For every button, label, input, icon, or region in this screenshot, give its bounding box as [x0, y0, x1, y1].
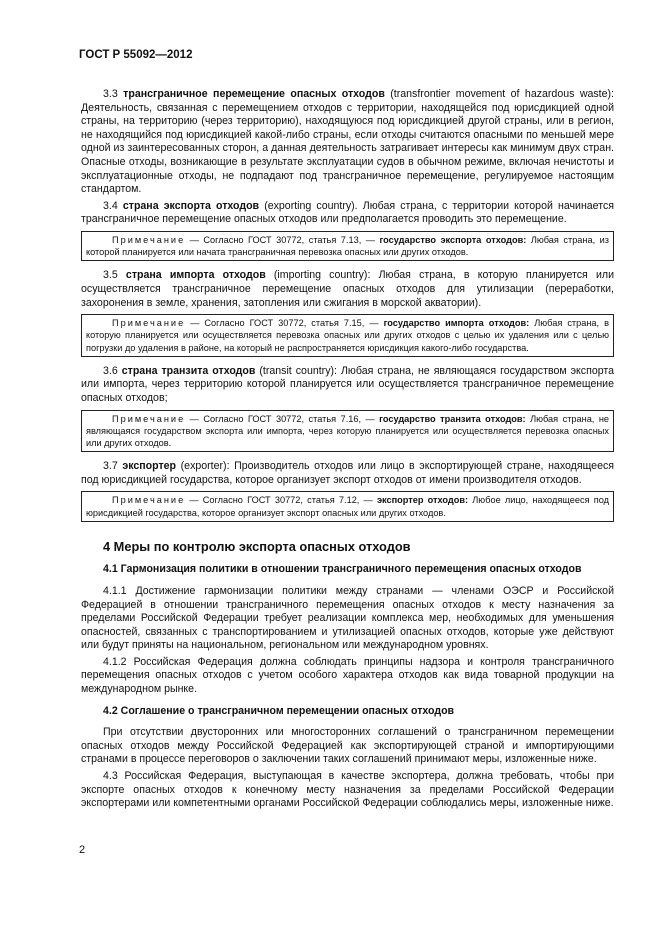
note-box-3-6: [81, 410, 614, 453]
definition-text: (exporter): Производитель отходов или лицо в экспортирующей стране, находящееся под юрисдикцией государства, которое организует экспорт отходов от имени производителя отходов.: [81, 460, 614, 486]
paragraph-4-1-1: 4.1.1 Достижение гармонизации политики между странами — членами ОЭСР и Российской Федерацией в отношении трансграничного перемещения опасных отходов к месту назначения за пределами Российской Федерации требует реализации комплекса мер, необходимых для уменьшения опасностей, связанных с транспортированием и утилизацией опасных отходов, которые уже действуют или будут приняты на национальном, региональном или международном уровнях.: [81, 584, 614, 652]
note-term: государство импорта отходов:: [383, 318, 530, 329]
note-text: Любая страна, не являющаяся государством экспорта или импорта, через которую планируется или осуществляется перевозка опасных или других отходов.: [86, 413, 610, 448]
note-label: Примечание: [112, 413, 186, 424]
clause-number: 3.4: [103, 199, 118, 212]
definition-text: (importing country): Любая страна, в которую планируется или осуществляется трансграничное перемещение опасных отходов для утилизации (переработки, захоронения в земле, хранения, затопления или сжигания в морской акватории).: [81, 269, 614, 309]
note-reference: — Согласно ГОСТ 30772, статья 7.12, —: [185, 495, 377, 506]
definition-3-6: [81, 365, 614, 406]
note-term: государство транзита отходов:: [379, 413, 526, 424]
clause-number: 3.7: [103, 460, 118, 473]
defined-term: страна транзита отходов: [121, 364, 256, 377]
subsection-4-2-heading: 4.2 Соглашение о трансграничном перемещении опасных отходов: [103, 704, 455, 717]
definition-text: (transfrontier movement of hazardous waste): Деятельность, связанная с перемещением отходов с территории, находящейся под юрисдикцией одной страны, на территорию (через территорию), находящуюся под юрисдикцией другой страны, или в регион, не находящийся под юрисдикцией какой-либо страны, если отходы считаются опасными по меньшей мере одной из заинтересованных сторон, а данная деятельность затрагивает интересы как минимум двух стран. Опасные отходы, возникающие в результате эксплуатации судов в обычном режиме, включая нечистоты и эксплуатационные отходы, не подпадают под трансграничное перемещение, регулируемое настоящим стандартом.: [81, 88, 614, 196]
note-text: Любая страна, из которой планируется или начата трансграничная перевозка опасных или других отходов.: [86, 234, 610, 258]
definition-3-3: [81, 88, 614, 197]
definition-3-4: [81, 200, 614, 227]
definition-text: (exporting country). Любая страна, с территории которой начинается трансграничное перемещение опасных отходов или предполагается проводить это перемещение.: [81, 199, 614, 226]
paragraph-4-1-2: 4.1.2 Российская Федерация должна соблюдать принципы надзора и контроля трансграничного перемещения опасных отходов с учетом особого характера отходов как вида товарной продукции на международном рынке.: [81, 655, 614, 696]
note-term: государство экспорта отходов:: [379, 234, 527, 245]
note-box-3-4: [81, 231, 614, 261]
subsection-4-1-heading: 4.1 Гармонизация политики в отношении трансграничного перемещения опасных отходов: [103, 563, 582, 576]
note-box-3-5: [81, 314, 614, 357]
definition-3-5: [81, 269, 614, 310]
defined-term: страна импорта отходов: [125, 269, 266, 282]
note-reference: — Согласно ГОСТ 30772, статья 7.13, —: [185, 234, 380, 245]
note-text: Любая страна, в которую планируется или осуществляется перевозка опасных или других отходов с целью их удаления или с целью погрузки до удаления в районе, на который не распространяется юрисдикция какого-либо государства.: [86, 318, 609, 353]
page-content: [81, 88, 614, 814]
defined-term: страна экспорта отходов: [122, 199, 260, 212]
paragraph-4-2: При отсутствии двусторонних или многосторонних соглашений о трансграничном перемещении опасных отходов между Российской Федерацией как экспортирующей страной и импортирующими странами в процессе переговоров о заключении таких соглашений принимают меры, изложенные ниже.: [81, 726, 614, 766]
note-text: Любое лицо, находящееся под юрисдикцией государства, которое организует экспорт опасных или других отходов.: [86, 495, 609, 518]
note-label: Примечание: [112, 318, 186, 329]
page-number: 2: [79, 844, 86, 856]
defined-term: трансграничное перемещение опасных отходов: [123, 88, 385, 100]
document-header: ГОСТ Р 55092—2012: [79, 49, 193, 61]
note-box-3-7: [81, 491, 614, 521]
note-label: Примечание: [112, 495, 186, 506]
note-label: Примечание: [112, 234, 186, 245]
note-reference: — Согласно ГОСТ 30772, статья 7.15, —: [185, 318, 384, 329]
definition-text: (transit country): Любая страна, не являющаяся государством экспорта или импорта, через территорию которой планируется или осуществляется трансграничное перемещение опасных отходов;: [81, 364, 614, 404]
note-term: экспортер отходов:: [376, 495, 469, 506]
clause-number: 3.3: [103, 88, 118, 100]
note-reference: — Согласно ГОСТ 30772, статья 7.16, —: [185, 413, 380, 424]
clause-number: 3.5: [103, 269, 118, 282]
paragraph-4-3: 4.3 Российская Федерация, выступающая в качестве экспортера, должна требовать, чтобы при экспорте опасных отходов к конечному месту назначения за пределами Российской Федерации экспортерами или компетентными органами Российской Федерации соблюдались меры, изложенные ниже.: [81, 770, 614, 810]
definition-3-7: [81, 460, 614, 487]
defined-term: экспортер: [122, 460, 177, 473]
section-4-heading: 4 Меры по контролю экспорта опасных отходов: [103, 538, 411, 554]
clause-number: 3.6: [103, 364, 118, 377]
